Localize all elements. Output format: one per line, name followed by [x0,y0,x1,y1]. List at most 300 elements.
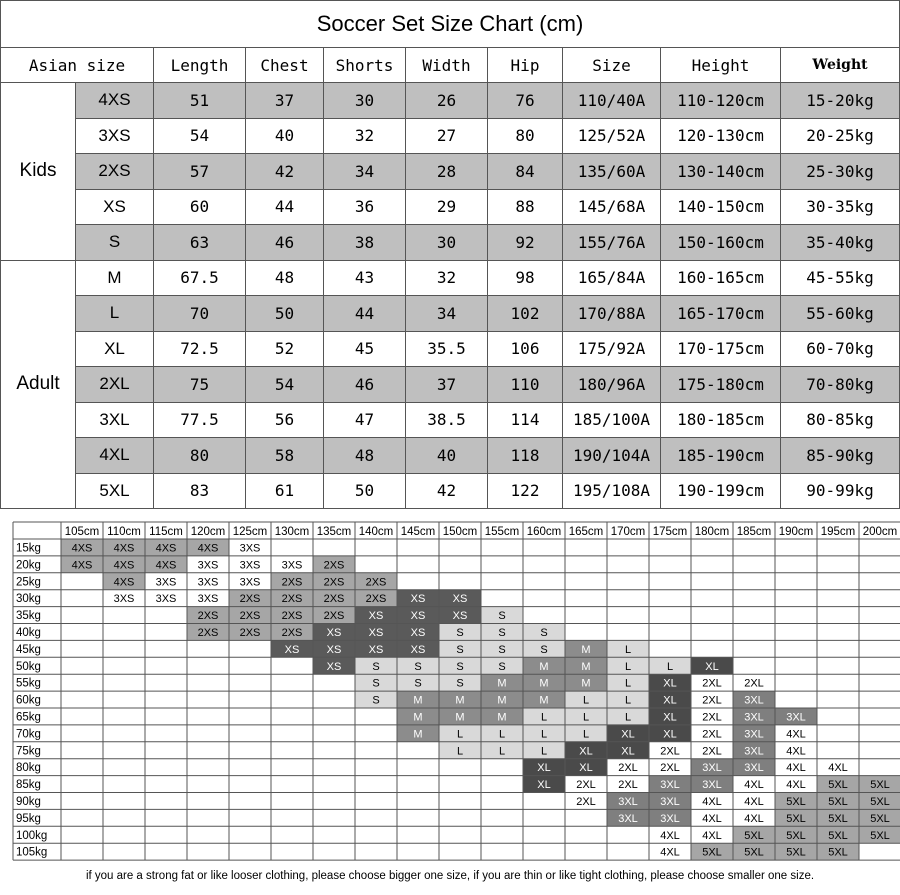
grid-size-value: 2XL [576,796,596,808]
cell-length: 80 [154,438,246,474]
grid-height-label: 160cm [526,526,562,538]
header-row [1,48,900,83]
cell-width: 38.5 [406,402,488,438]
grid-size-value: L [582,694,590,707]
grid-size-value: S [372,677,380,690]
grid-size-value: L [666,660,674,673]
grid-size-value: M [497,677,507,690]
cell-code: 195/108A [563,473,661,509]
size-label: XS [76,189,154,225]
grid-size-value: 3XL [618,812,638,825]
grid-size-value: XS [368,643,384,656]
grid-size-value: 3XL [744,711,764,724]
cell-length: 63 [154,225,246,261]
cell-width: 40 [406,438,488,474]
cell-code: 145/68A [563,189,661,225]
grid-size-value: M [455,694,465,707]
grid-height-label: 140cm [358,526,394,538]
size-label: M [76,260,154,296]
size-row [1,260,900,296]
grid-height-label: 200cm [862,526,898,538]
cell-shorts: 48 [324,438,406,474]
cell-chest: 61 [246,473,324,509]
grid-size-value: XS [410,627,426,639]
cell-code: 125/52A [563,118,661,154]
grid-size-value: 3XS [155,593,177,606]
grid-size-value: L [582,728,590,741]
grid-size-value: 3XL [744,762,764,775]
grid-size-value: 4XS [71,559,93,572]
grid-size-value: 4XS [71,542,93,555]
grid-size-value: XL [663,711,677,724]
grid-size-value: XL [663,677,677,690]
cell-weight: 15-20kg [781,83,900,119]
grid-size-value: S [540,643,548,656]
grid-weight-label: 90kg [16,796,41,808]
grid-size-value: 4XL [786,779,806,792]
grid-size-value: 2XS [239,627,261,639]
grid-weight-label: 35kg [16,610,41,623]
grid-size-value: L [624,660,632,673]
grid-size-value: 4XL [660,846,680,859]
grid-size-value: M [581,643,591,656]
cell-chest: 52 [246,331,324,367]
cell-hip: 92 [488,225,563,261]
cell-shorts: 50 [324,473,406,509]
grid-size-value: M [581,660,591,673]
grid-size-value: 5XL [786,846,806,859]
cell-hip: 80 [488,118,563,154]
grid-size-value: L [624,677,632,690]
grid-size-value: S [456,660,464,673]
cell-length: 60 [154,189,246,225]
header-length: Length [154,48,246,83]
cell-height: 185-190cm [661,438,781,474]
cell-height: 175-180cm [661,367,781,403]
cell-length: 75 [154,367,246,403]
size-label: 4XS [76,83,154,119]
grid-size-value: 4XL [786,728,806,741]
grid-size-value: 2XS [365,576,387,589]
header-size: Size [563,48,661,83]
cell-height: 190-199cm [661,473,781,509]
size-row [1,154,900,190]
cell-code: 135/60A [563,154,661,190]
grid-size-value: 3XS [197,593,219,606]
grid-size-value: 4XL [660,829,680,842]
grid-weight-label: 75kg [16,745,41,758]
grid-size-value: L [624,694,632,707]
grid-size-value: XS [452,593,468,606]
cell-chest: 46 [246,225,324,261]
grid-size-value: 4XL [744,812,764,825]
grid-size-value: 2XL [702,745,722,758]
grid-size-value: 3XL [744,728,764,741]
group-label-kids: Kids [1,83,76,261]
grid-size-value: 3XL [660,812,680,825]
grid-size-value: XL [579,762,593,775]
cell-chest: 40 [246,118,324,154]
cell-weight: 30-35kg [781,189,900,225]
header-shorts: Shorts [324,48,406,83]
cell-width: 42 [406,473,488,509]
grid-height-label: 185cm [736,526,772,538]
grid-size-value: L [540,711,548,724]
cell-height: 120-130cm [661,118,781,154]
grid-size-value: 2XS [281,627,303,639]
grid-size-value: XL [705,660,719,673]
grid-size-value: XL [663,728,677,741]
grid-size-value: 2XL [702,694,722,707]
header-asian-size: Asian size [1,48,154,83]
cell-chest: 42 [246,154,324,190]
cell-width: 35.5 [406,331,488,367]
grid-size-value: 2XS [281,593,303,606]
cell-shorts: 32 [324,118,406,154]
grid-size-value: 2XS [281,576,303,589]
size-row [1,438,900,474]
grid-size-value: 3XL [702,762,722,775]
grid-size-value: 2XL [618,779,638,792]
grid-size-value: 2XS [239,610,261,623]
grid-size-value: L [540,745,548,758]
grid-height-label: 165cm [568,526,604,538]
size-row [1,331,900,367]
grid-size-value: 4XL [744,779,764,792]
grid-weight-label: 105kg [16,846,48,859]
grid-size-value: 3XS [197,559,219,572]
cell-weight: 60-70kg [781,331,900,367]
grid-size-value: M [497,694,507,707]
grid-size-value: M [413,694,423,707]
cell-height: 140-150cm [661,189,781,225]
cell-chest: 56 [246,402,324,438]
cell-code: 165/84A [563,260,661,296]
grid-height-label: 150cm [442,526,478,538]
grid-size-value: 3XL [618,796,638,808]
grid-height-label: 125cm [232,526,268,538]
grid-size-value: 5XL [786,796,806,808]
grid-size-value: XS [410,593,426,606]
cell-width: 30 [406,225,488,261]
grid-height-label: 170cm [610,526,646,538]
cell-hip: 76 [488,83,563,119]
cell-shorts: 45 [324,331,406,367]
cell-height: 165-170cm [661,296,781,332]
size-row [1,402,900,438]
size-row [1,83,900,119]
header-width: Width [406,48,488,83]
grid-size-value: XS [326,627,342,639]
grid-size-value: XS [452,610,468,623]
cell-height: 130-140cm [661,154,781,190]
cell-chest: 50 [246,296,324,332]
grid-size-value: S [540,627,548,639]
grid-height-label: 155cm [484,526,520,538]
cell-length: 57 [154,154,246,190]
grid-size-value: S [456,677,464,690]
grid-size-value: XS [410,643,426,656]
size-rows [1,83,900,509]
grid-size-value: 4XS [155,559,177,572]
grid-size-value: 5XL [702,846,722,859]
grid-size-value: 2XS [197,627,219,639]
grid-size-value: 2XS [323,576,345,589]
grid-size-value: 2XL [744,677,764,690]
grid-weight-label: 45kg [16,643,41,656]
cell-code: 170/88A [563,296,661,332]
grid-size-value: 3XS [113,593,135,606]
grid-height-label: 195cm [820,526,856,538]
grid-size-value: XL [663,694,677,707]
cell-weight: 35-40kg [781,225,900,261]
grid-size-value: S [414,677,422,690]
size-label: 2XL [76,367,154,403]
cell-width: 28 [406,154,488,190]
grid-size-value: 5XL [786,829,806,842]
grid-size-value: S [414,660,422,673]
grid-weight-label: 30kg [16,593,41,606]
cell-weight: 80-85kg [781,402,900,438]
grid-weight-label: 20kg [16,559,41,572]
grid-size-value: M [581,677,591,690]
size-label: L [76,296,154,332]
grid-size-value: M [539,660,549,673]
cell-chest: 44 [246,189,324,225]
cell-width: 29 [406,189,488,225]
cell-code: 110/40A [563,83,661,119]
grid-size-value: 3XL [786,711,806,724]
grid-size-value: 4XL [744,796,764,808]
grid-size-value: 5XL [870,779,890,792]
grid-size-value: L [582,711,590,724]
grid-size-value: 4XS [197,542,219,555]
grid-height-label: 175cm [652,526,688,538]
cell-length: 51 [154,83,246,119]
grid-height-label: 135cm [316,526,352,538]
grid-size-value: 4XS [113,542,135,555]
grid-size-value: 2XL [660,762,680,775]
cell-length: 70 [154,296,246,332]
grid-size-value: XS [368,610,384,623]
grid-size-value: 2XS [323,559,345,572]
grid-size-value: XS [368,627,384,639]
grid-size-value: L [456,728,464,741]
grid-size-value: 5XL [744,846,764,859]
grid-size-value: 4XS [113,576,135,589]
cell-hip: 88 [488,189,563,225]
grid-size-value: 3XL [660,779,680,792]
size-label: 5XL [76,473,154,509]
cell-shorts: 38 [324,225,406,261]
grid-size-value: L [498,745,506,758]
header-height: Height [661,48,781,83]
size-row [1,225,900,261]
size-label: 2XS [76,154,154,190]
grid-size-value: 2XL [702,728,722,741]
header-chest: Chest [246,48,324,83]
cell-weight: 25-30kg [781,154,900,190]
grid-size-value: L [456,745,464,758]
grid-size-value: 2XL [618,762,638,775]
size-row [1,296,900,332]
grid-size-value: S [498,610,506,623]
cell-weight: 70-80kg [781,367,900,403]
grid-size-value: L [624,643,632,656]
grid-size-value: S [498,627,506,639]
grid-size-value: XL [621,728,635,741]
grid-size-value: 2XS [323,593,345,606]
grid-height-label: 110cm [107,526,141,538]
grid-size-value: 2XS [239,593,261,606]
header-hip: Hip [488,48,563,83]
cell-shorts: 44 [324,296,406,332]
cell-chest: 58 [246,438,324,474]
grid-size-value: 3XS [197,576,219,589]
cell-shorts: 30 [324,83,406,119]
cell-weight: 90-99kg [781,473,900,509]
cell-shorts: 43 [324,260,406,296]
grid-weight-label: 60kg [16,694,41,707]
cell-weight: 85-90kg [781,438,900,474]
grid-size-value: 2XS [365,593,387,606]
grid-size-value: 5XL [828,812,848,825]
size-row [1,367,900,403]
grid-weight-label: 100kg [16,829,48,842]
grid-size-value: 5XL [828,829,848,842]
grid-size-value: 5XL [870,812,890,825]
grid-weight-label: 40kg [16,627,41,639]
grid-size-value: L [540,728,548,741]
grid-size-value: 5XL [786,812,806,825]
cell-code: 175/92A [563,331,661,367]
cell-hip: 118 [488,438,563,474]
grid-size-value: 4XL [702,829,722,842]
size-label: 3XS [76,118,154,154]
grid-size-value: M [413,711,423,724]
cell-width: 32 [406,260,488,296]
header-weight: Weight [781,48,900,83]
cell-chest: 48 [246,260,324,296]
grid-size-value: M [539,694,549,707]
grid-size-value: S [372,694,380,707]
grid-weight-label: 25kg [16,576,41,589]
grid-weight-label: 15kg [16,542,41,555]
size-label: 3XL [76,402,154,438]
cell-chest: 54 [246,367,324,403]
grid-size-value: 5XL [744,829,764,842]
grid-size-value: 2XL [660,745,680,758]
cell-height: 180-185cm [661,402,781,438]
grid-weight-label: 85kg [16,779,41,792]
grid-size-value: XS [326,643,342,656]
grid-size-value: 3XS [155,576,177,589]
cell-weight: 45-55kg [781,260,900,296]
cell-hip: 102 [488,296,563,332]
grid-size-value: M [497,711,507,724]
grid-size-value: 2XS [323,610,345,623]
grid-weight-label: 50kg [16,660,41,673]
cell-hip: 114 [488,402,563,438]
grid-size-value: S [372,660,380,673]
height-weight-grid [0,515,900,865]
cell-code: 180/96A [563,367,661,403]
grid-height-label: 190cm [778,526,814,538]
cell-length: 54 [154,118,246,154]
grid-size-value: 4XL [702,812,722,825]
grid-size-value: 2XL [702,677,722,690]
grid-size-value: 4XL [786,762,806,775]
cell-width: 27 [406,118,488,154]
cell-code: 185/100A [563,402,661,438]
grid-size-value: 4XS [155,542,177,555]
grid-size-value: 3XS [239,559,261,572]
size-label: S [76,225,154,261]
grid-height-label: 105cm [64,526,100,538]
cell-shorts: 47 [324,402,406,438]
grid-size-value: 3XS [239,576,261,589]
cell-hip: 110 [488,367,563,403]
grid-size-value: XS [326,660,342,673]
grid-size-value: 4XL [786,745,806,758]
grid-size-value: 3XL [702,779,722,792]
cell-hip: 106 [488,331,563,367]
grid-size-value: 2XL [576,779,596,792]
cell-length: 67.5 [154,260,246,296]
cell-weight: 55-60kg [781,296,900,332]
grid-size-value: 5XL [870,829,890,842]
grid-size-value: L [498,728,506,741]
grid-weight-label: 65kg [16,711,41,724]
grid-size-value: 5XL [828,796,848,808]
grid-size-value: 3XL [660,796,680,808]
footer-note: if you are a strong fat or like looser clothing, please choose bigger one size, if you are thin or like tight clothing, please choose smaller one size. [85,870,815,882]
grid-height-label: 180cm [694,526,730,538]
grid-size-value: 2XS [281,610,303,623]
grid-size-value: 3XL [744,694,764,707]
grid-weight-label: 95kg [16,812,41,825]
grid-size-value: 2XL [702,711,722,724]
chart-title: Soccer Set Size Chart (cm) [1,1,900,48]
size-row [1,189,900,225]
cell-code: 155/76A [563,225,661,261]
grid-size-value: S [456,643,464,656]
cell-shorts: 46 [324,367,406,403]
grid-size-value: 4XS [113,559,135,572]
grid-weight-label: 55kg [16,677,41,690]
grid-size-value: XS [410,610,426,623]
grid-size-value: XL [537,779,551,792]
grid-height-label: 115cm [149,526,183,538]
size-row [1,473,900,509]
grid-size-value: 3XL [744,745,764,758]
cell-height: 150-160cm [661,225,781,261]
cell-length: 77.5 [154,402,246,438]
grid-size-value: XS [284,643,300,656]
cell-width: 34 [406,296,488,332]
cell-hip: 122 [488,473,563,509]
grid-size-value: S [498,660,506,673]
cell-weight: 20-25kg [781,118,900,154]
size-row [1,118,900,154]
grid-size-value: XL [537,762,551,775]
grid-size-value: L [624,711,632,724]
grid-height-label: 130cm [274,526,310,538]
cell-length: 72.5 [154,331,246,367]
cell-chest: 37 [246,83,324,119]
grid-size-value: 5XL [828,779,848,792]
grid-size-value: 4XL [828,762,848,775]
